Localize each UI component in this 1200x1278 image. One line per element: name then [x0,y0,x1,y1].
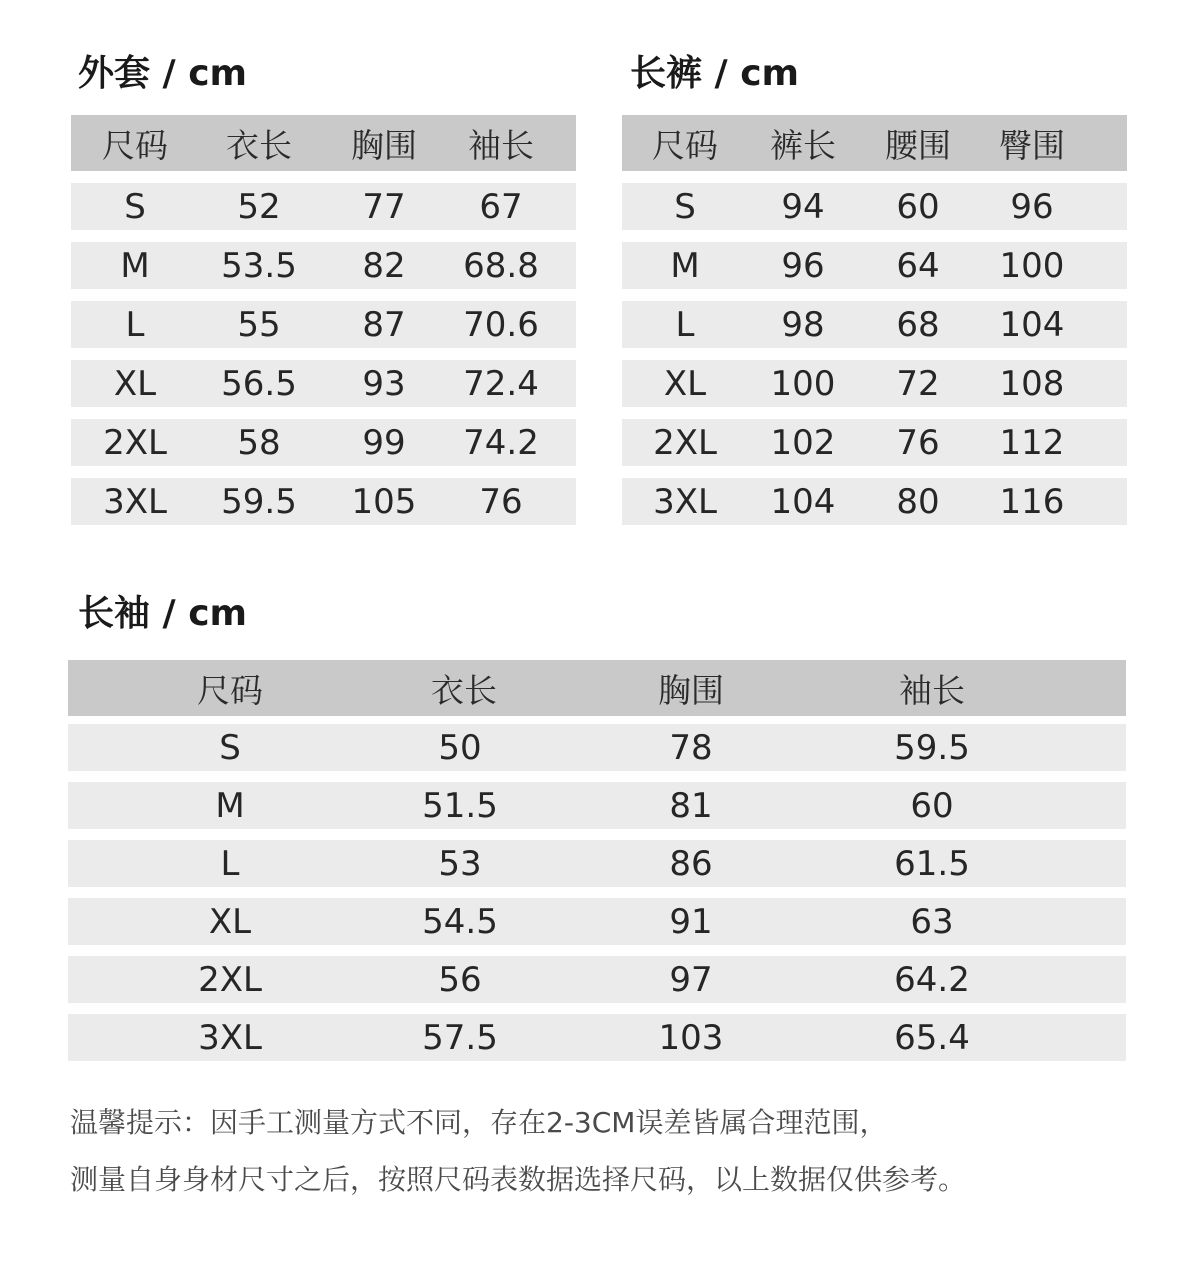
hip-cell: 100 [999,245,1065,286]
note-line-1: 温馨提示：因手工测量方式不同，存在2-3CM误差皆属合理范围， [70,1106,888,1139]
size-cell: 3XL [198,1017,262,1058]
sleeve-cell: 61.5 [894,843,970,884]
length-cell: 57.5 [422,1017,498,1058]
chest-cell: 93 [362,363,406,404]
length-cell: 104 [770,481,836,522]
chest-cell: 105 [351,481,417,522]
pants-header-length: 裤长 [770,125,836,165]
chest-cell: 78 [669,727,713,768]
jacket-header-chest: 胸围 [351,125,417,165]
length-cell: 53.5 [221,245,297,286]
pants-header-row [622,115,1127,171]
pants-title: 长裤 / cm [630,53,800,94]
hip-cell: 96 [1010,186,1054,227]
table-row [71,478,576,525]
table-row [71,360,576,407]
longsleeve-header-sleeve: 袖长 [899,670,965,710]
sleeve-cell: 64.2 [894,959,970,1000]
waist-cell: 76 [896,422,940,463]
waist-cell: 68 [896,304,940,345]
hip-cell: 116 [999,481,1065,522]
sleeve-cell: 63 [910,901,954,942]
table-row [71,419,576,466]
pants-header-hip: 臀围 [999,125,1065,165]
table-row [71,242,576,289]
waist-cell: 64 [896,245,940,286]
table-row [68,840,1126,887]
size-cell: M [670,245,700,286]
sleeve-cell: 74.2 [463,422,539,463]
jacket-title: 外套 / cm [78,53,248,94]
chest-cell: 103 [658,1017,724,1058]
chest-cell: 97 [669,959,713,1000]
length-cell: 51.5 [422,785,498,826]
note-line-2: 测量自身身材尺寸之后，按照尺码表数据选择尺码，以上数据仅供参考。 [70,1163,967,1196]
table-row [622,360,1127,407]
chest-cell: 87 [362,304,406,345]
length-cell: 50 [438,727,482,768]
jacket-header-length: 衣长 [226,125,292,165]
longsleeve-header-chest: 胸围 [658,670,724,710]
waist-cell: 80 [896,481,940,522]
waist-cell: 60 [896,186,940,227]
size-cell: L [675,304,695,345]
table-row [68,898,1126,945]
pants-header-waist: 腰围 [885,125,951,165]
table-row [622,242,1127,289]
length-cell: 56.5 [221,363,297,404]
waist-cell: 72 [896,363,940,404]
table-row [622,183,1127,230]
length-cell: 52 [237,186,281,227]
table-row [71,301,576,348]
size-cell: S [124,186,146,227]
pants-table [622,115,1127,537]
length-cell: 53 [438,843,482,884]
size-cell: XL [113,363,157,404]
table-row [622,478,1127,525]
size-cell: XL [663,363,707,404]
length-cell: 54.5 [422,901,498,942]
chest-cell: 91 [669,901,713,942]
length-cell: 100 [770,363,836,404]
pants-header-size: 尺码 [652,125,718,165]
size-cell: S [219,727,241,768]
jacket-table [71,115,576,537]
jacket-header-sleeve: 袖长 [468,125,534,165]
chest-cell: 81 [669,785,713,826]
sleeve-cell: 76 [479,481,523,522]
chest-cell: 86 [669,843,713,884]
size-cell: 3XL [653,481,717,522]
longsleeve-table [68,660,1126,1061]
longsleeve-header-row [68,660,1126,716]
length-cell: 96 [781,245,825,286]
longsleeve-header-size: 尺码 [197,670,263,710]
size-cell: 2XL [198,959,262,1000]
size-cell: M [120,245,150,286]
sleeve-cell: 68.8 [463,245,539,286]
size-cell: 2XL [653,422,717,463]
size-cell: S [674,186,696,227]
sleeve-cell: 65.4 [894,1017,970,1058]
length-cell: 59.5 [221,481,297,522]
size-cell: XL [208,901,252,942]
table-row [71,183,576,230]
chest-cell: 99 [362,422,406,463]
table-row [622,419,1127,466]
size-cell: M [215,785,245,826]
size-cell: 3XL [103,481,167,522]
table-row [68,724,1126,771]
longsleeve-header-length: 衣长 [431,670,497,710]
table-row [68,782,1126,829]
length-cell: 56 [438,959,482,1000]
size-cell: L [220,843,240,884]
length-cell: 94 [781,186,825,227]
hip-cell: 108 [999,363,1065,404]
table-row [68,956,1126,1003]
jacket-header-size: 尺码 [102,125,168,165]
length-cell: 58 [237,422,281,463]
chest-cell: 77 [362,186,406,227]
sleeve-cell: 70.6 [463,304,539,345]
table-row [68,1014,1126,1061]
chest-cell: 82 [362,245,406,286]
sleeve-cell: 59.5 [894,727,970,768]
longsleeve-title: 长袖 / cm [78,593,248,634]
length-cell: 98 [781,304,825,345]
sleeve-cell: 60 [910,785,954,826]
hip-cell: 112 [999,422,1065,463]
hip-cell: 104 [999,304,1065,345]
sleeve-cell: 72.4 [463,363,539,404]
table-row [622,301,1127,348]
sleeve-cell: 67 [479,186,523,227]
size-cell: 2XL [103,422,167,463]
size-cell: L [125,304,145,345]
length-cell: 102 [770,422,836,463]
jacket-header-row [71,115,576,171]
length-cell: 55 [237,304,281,345]
